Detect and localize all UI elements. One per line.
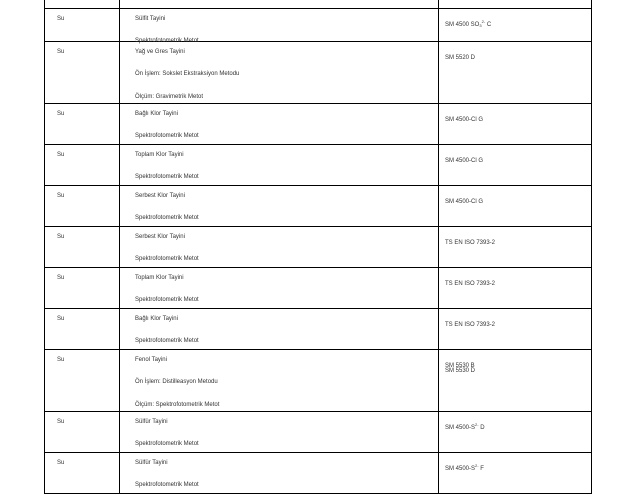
matrix-cell: Su xyxy=(57,275,65,281)
matrix-cell: Su xyxy=(57,16,65,22)
table-row xyxy=(44,412,592,453)
table-row xyxy=(44,453,592,494)
methods-table xyxy=(44,0,592,494)
matrix-cell: Su xyxy=(57,460,65,466)
parameter-method: Spektrofotometrik Metot xyxy=(135,338,199,344)
table-row xyxy=(44,104,592,145)
table-row xyxy=(44,42,592,104)
parameter-method: Spektrofotometrik Metot xyxy=(135,38,199,44)
table-row xyxy=(44,227,592,268)
method-code: TS EN ISO 7393-2 xyxy=(445,281,496,287)
method-code: SM 5530 B xyxy=(445,363,475,369)
matrix-cell: Su xyxy=(57,193,65,199)
parameter-name: Toplam Klor Tayini xyxy=(135,275,184,281)
parameter-name: Yağ ve Gres Tayini xyxy=(135,49,185,55)
table-row xyxy=(44,309,592,350)
parameter-name: Serbest Klor Tayini xyxy=(135,193,185,199)
parameter-method: Spektrofotometrik Metot xyxy=(135,297,199,303)
method-code: SM 4500-Cl G xyxy=(445,199,484,205)
matrix-cell: Su xyxy=(57,234,65,240)
method-code: SM $4500-S^{2-}$ F xyxy=(445,463,484,472)
parameter-name: Bağlı Klor Tayini xyxy=(135,111,178,117)
table-header-row xyxy=(44,0,592,9)
parameter-name: Bağlı Klor Tayini xyxy=(135,316,178,322)
method-code: SM $4500-S^{2-}$ D xyxy=(445,422,485,431)
matrix-cell: Su xyxy=(57,357,65,363)
parameter-name: Sülfür Tayini xyxy=(135,419,168,425)
method-code: SM 5520 D xyxy=(445,55,476,61)
table-row xyxy=(44,145,592,186)
method-code: SM 4500-Cl G xyxy=(445,117,484,123)
matrix-cell: Su xyxy=(57,111,65,117)
table-row xyxy=(44,186,592,227)
parameter-name: Serbest Klor Tayini xyxy=(135,234,185,240)
matrix-cell: Su xyxy=(57,316,65,322)
parameter-pretreatment: Ön İşlem: Sokslet Ekstraksiyon Metodu xyxy=(135,71,240,77)
parameter-name: Sülfit Tayini xyxy=(135,16,166,22)
table-row xyxy=(44,268,592,309)
matrix-cell: Su xyxy=(57,49,65,55)
parameter-method: Spektrofotometrik Metot xyxy=(135,215,199,221)
parameter-method: Spektrofotometrik Metot xyxy=(135,256,199,262)
parameter-pretreatment: Ön İşlem: Distilleasyon Metodu xyxy=(135,379,218,385)
parameter-method: Spektrofotometrik Metot xyxy=(135,482,199,488)
matrix-cell: Su xyxy=(57,419,65,425)
matrix-cell: Su xyxy=(57,152,65,158)
parameter-method: Spektrofotometrik Metot xyxy=(135,133,199,139)
method-code: TS EN ISO 7393-2 xyxy=(445,240,496,246)
table-row xyxy=(44,9,592,42)
method-code: SM 4500-Cl G xyxy=(445,158,484,164)
method-code-secondary: SM 5530 D xyxy=(445,368,476,374)
parameter-method: Spektrofotometrik Metot xyxy=(135,174,199,180)
parameter-method: Ölçüm: Spektrofotometrik Metot xyxy=(135,402,220,408)
parameter-name: Fenol Tayini xyxy=(135,357,167,363)
method-code: TS EN ISO 7393-2 xyxy=(445,322,496,328)
method-code: SM 4500 $SO_3^{2-}$ C xyxy=(445,19,492,28)
parameter-method: Spektrofotometrik Metot xyxy=(135,441,199,447)
table-row xyxy=(44,350,592,412)
parameter-name: Toplam Klor Tayini xyxy=(135,152,184,158)
parameter-name: Sülfür Tayini xyxy=(135,460,168,466)
parameter-method: Ölçüm: Gravimetrik Metot xyxy=(135,94,204,100)
